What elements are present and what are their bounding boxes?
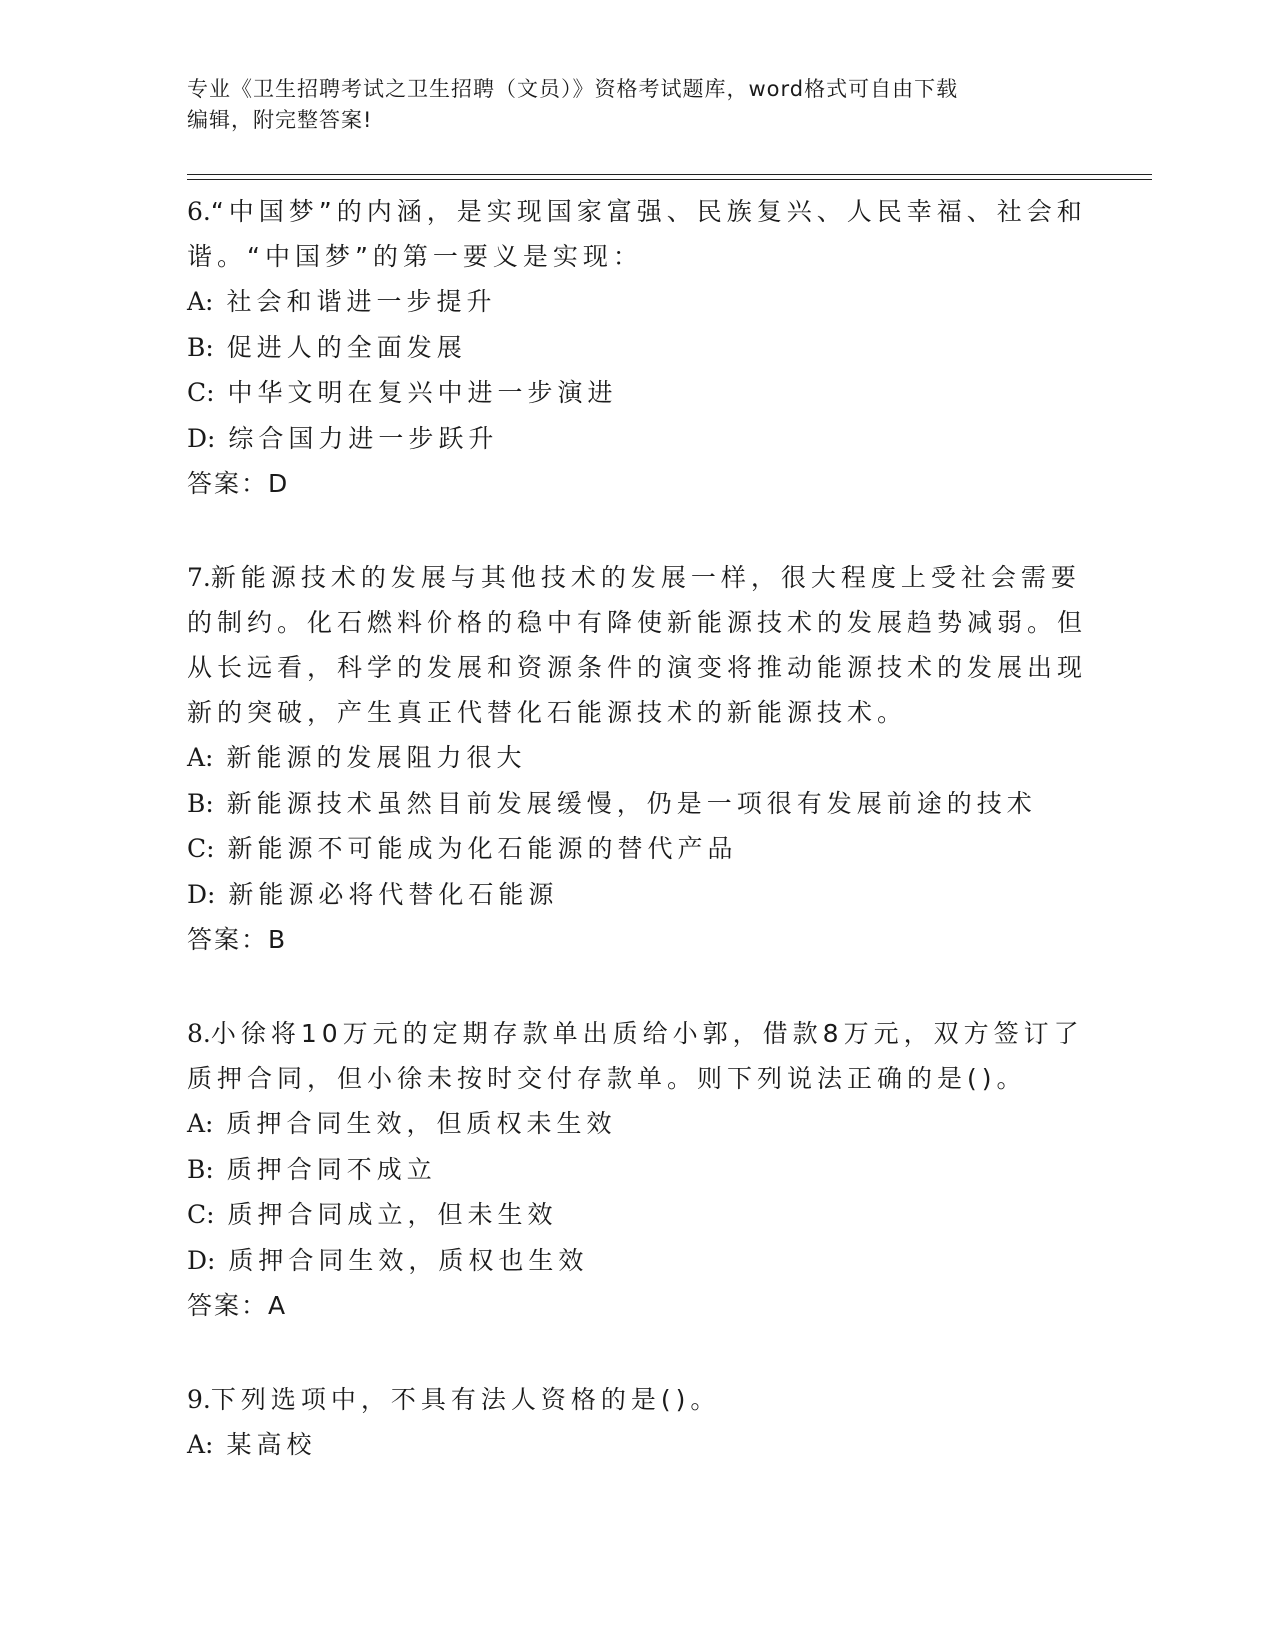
question-stem bbox=[187, 189, 1087, 279]
option-letter: C: bbox=[187, 378, 215, 407]
option-text: 社会和谐进一步提升 bbox=[226, 287, 497, 316]
option-letter: C: bbox=[187, 1200, 215, 1229]
option-c bbox=[187, 370, 1087, 416]
option-text: 新能源必将代替化石能源 bbox=[228, 879, 559, 909]
answer-line: 答案：D bbox=[187, 469, 290, 498]
option-text: 质押合同生效，但质权未生效 bbox=[226, 1109, 617, 1138]
option-d bbox=[187, 872, 1087, 918]
option-text: 新能源不可能成为化石能源的替代产品 bbox=[227, 834, 738, 863]
option-text: 新能源技术虽然目前发展缓慢，仍是一项很有发展前途的技术 bbox=[226, 788, 1037, 818]
option-c bbox=[187, 1192, 1087, 1238]
question-number: 7. bbox=[187, 563, 211, 592]
header-line-1: 专业《卫生招聘考试之卫生招聘（文员）》资格考试题库，word格式可自由下载 bbox=[187, 77, 959, 101]
question-number: 9. bbox=[187, 1385, 211, 1414]
option-text: 中华文明在复兴中进一步演进 bbox=[227, 378, 618, 407]
question-text: 新能源技术的发展与其他技术的发展一样，很大程度上受社会需要的制约。化石燃料价格的稳中有降使新能源技术的发展趋势减弱。但从长远看，科学的发展和资源条件的演变将推动能源技术的发展出现新的突破，产生真正代替化石能源技术的新能源技术。 bbox=[187, 563, 1088, 727]
option-letter: A: bbox=[187, 287, 214, 316]
question-text: 小徐将10万元的定期存款单出质给小郭，借款8万元，双方签订了质押合同，但小徐未按时交付存款单。则下列说法正确的是()。 bbox=[187, 1019, 1084, 1093]
option-letter: A: bbox=[187, 1109, 214, 1138]
document-header-note bbox=[187, 74, 1087, 136]
header-divider-top bbox=[187, 174, 1152, 175]
option-list bbox=[187, 1422, 1087, 1468]
option-d bbox=[187, 416, 1087, 462]
option-b bbox=[187, 781, 1087, 827]
question-number: 8. bbox=[187, 1019, 211, 1048]
option-b bbox=[187, 1147, 1087, 1193]
option-letter: C: bbox=[187, 834, 215, 863]
header-divider-bottom bbox=[187, 179, 1152, 180]
option-letter: D: bbox=[187, 879, 216, 909]
header-line-2: 编辑，附完整答案! bbox=[187, 108, 373, 132]
option-letter: B: bbox=[187, 332, 214, 362]
option-a bbox=[187, 1422, 1087, 1468]
option-b bbox=[187, 325, 1087, 371]
option-list bbox=[187, 1101, 1087, 1283]
question-6 bbox=[187, 189, 1087, 506]
question-text: “中国梦”的内涵，是实现国家富强、民族复兴、人民幸福、社会和谐。“中国梦”的第一要义是实现： bbox=[187, 197, 1087, 271]
option-text: 质押合同成立，但未生效 bbox=[227, 1200, 558, 1229]
option-letter: D: bbox=[187, 1245, 216, 1275]
option-letter: B: bbox=[187, 788, 214, 818]
answer-line: 答案：A bbox=[187, 1291, 288, 1320]
option-letter: A: bbox=[187, 1430, 214, 1459]
question-text: 下列选项中，不具有法人资格的是()。 bbox=[210, 1385, 721, 1414]
option-a bbox=[187, 279, 1087, 325]
option-c bbox=[187, 826, 1087, 872]
option-text: 促进人的全面发展 bbox=[226, 332, 467, 362]
option-list bbox=[187, 279, 1087, 461]
option-letter: D: bbox=[187, 423, 216, 453]
question-9 bbox=[187, 1377, 1087, 1468]
option-text: 某高校 bbox=[226, 1430, 317, 1459]
option-letter: B: bbox=[187, 1154, 214, 1184]
option-letter: A: bbox=[187, 743, 214, 772]
option-list bbox=[187, 735, 1087, 917]
option-text: 质押合同生效，质权也生效 bbox=[228, 1245, 589, 1275]
question-stem bbox=[187, 555, 1087, 735]
question-list bbox=[187, 189, 1087, 1517]
option-a bbox=[187, 1101, 1087, 1147]
question-7 bbox=[187, 555, 1087, 962]
option-a bbox=[187, 735, 1087, 781]
option-d bbox=[187, 1238, 1087, 1284]
option-text: 综合国力进一步跃升 bbox=[228, 423, 499, 453]
question-stem bbox=[187, 1011, 1087, 1101]
question-stem bbox=[187, 1377, 1087, 1422]
question-number: 6. bbox=[187, 197, 211, 226]
option-text: 新能源的发展阻力很大 bbox=[226, 743, 527, 772]
answer-line: 答案：B bbox=[187, 925, 288, 954]
question-8 bbox=[187, 1011, 1087, 1328]
option-text: 质押合同不成立 bbox=[226, 1154, 437, 1184]
